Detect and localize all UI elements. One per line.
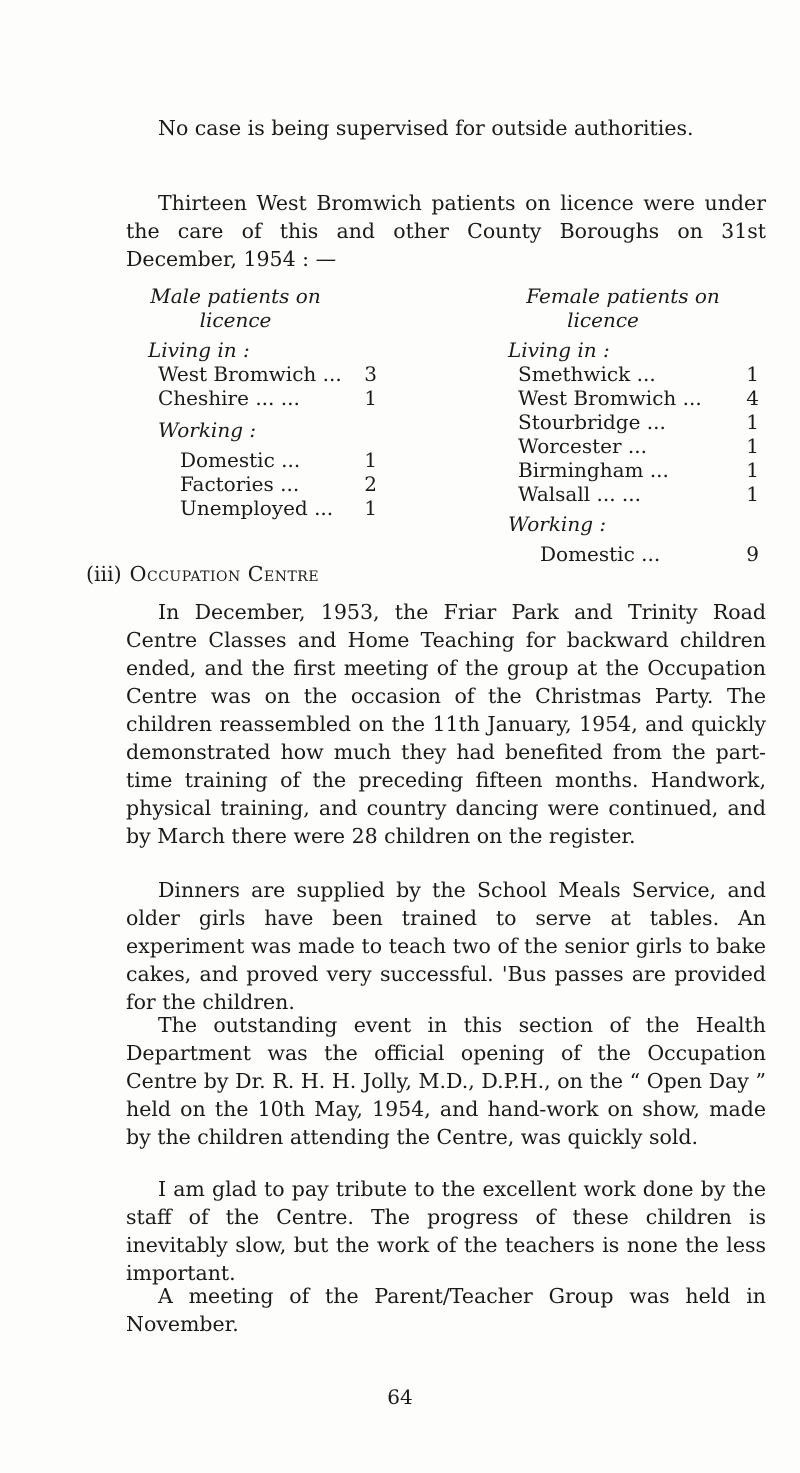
list-item xyxy=(158,362,378,386)
body-paragraph: In December, 1953, the Friar Park and Trinity Road Centre Classes and Home Teaching for backward children ended, and the first meeting of the group at the Occupation Centre was on the occasion of the Christmas Party. The children reassembled on the 11th January, 1954, and quickly demonstrated how much they had benefited from the part-time training of the preceding fifteen months. Handwork, physical training, and country dancing were continued, and by March there were 28 children on the register. xyxy=(126,600,766,848)
male-living-place: West Bromwich ... xyxy=(158,362,342,386)
male-living-list xyxy=(148,362,378,410)
list-item xyxy=(518,482,768,506)
male-working-list xyxy=(148,448,378,520)
female-living-place: Smethwick ... xyxy=(518,362,656,386)
female-living-place: Stourbridge ... xyxy=(518,410,666,434)
male-heading-line1: Male patients on xyxy=(150,284,321,308)
list-item xyxy=(518,386,768,410)
list-item xyxy=(518,362,768,386)
male-patients-column xyxy=(148,284,378,520)
female-living-place: Birmingham ... xyxy=(518,458,669,482)
male-working-count: 1 xyxy=(364,496,377,520)
list-item xyxy=(518,434,768,458)
body-paragraph: Dinners are supplied by the School Meals Service, and older girls have been trained to serve at tables. An experiment was made to teach two of the senior girls to bake cakes, and proved very successful. 'Bus passes are provided for the children. xyxy=(126,878,766,1014)
male-living-count: 3 xyxy=(364,362,377,386)
male-working-type: Unemployed ... xyxy=(180,496,334,520)
list-item xyxy=(180,496,378,520)
list-item xyxy=(180,448,378,472)
body-paragraph: The outstanding event in this section of the Health Department was the official opening of the Occupation Centre by Dr. R. H. H. Jolly, M.D., D.P.H., on the “ Open Day ” held on the 10th May, 1954, and hand-work on show, made by the children attending the Centre, was quickly sold. xyxy=(126,1013,766,1149)
female-living-place: Walsall ... ... xyxy=(518,482,641,506)
male-working-label: Working : xyxy=(158,418,257,442)
intro-paragraph-2: Thirteen West Bromwich patients on licence were under the care of this and other County Boroughs on 31st December, 1954 : — xyxy=(126,191,766,271)
female-working-type: Domestic ... xyxy=(540,542,661,566)
male-heading-line2: licence xyxy=(199,308,272,332)
female-living-place: West Bromwich ... xyxy=(518,386,702,410)
section-heading xyxy=(86,562,319,586)
female-living-count: 1 xyxy=(746,362,759,386)
male-living-place: Cheshire ... ... xyxy=(158,386,300,410)
male-working-count: 1 xyxy=(364,448,377,472)
list-item xyxy=(540,542,768,566)
list-item xyxy=(518,458,768,482)
male-working-type: Factories ... xyxy=(180,472,300,496)
female-heading-line1: Female patients on xyxy=(526,284,720,308)
list-item xyxy=(180,472,378,496)
female-living-count: 1 xyxy=(746,434,759,458)
female-working-count: 9 xyxy=(746,542,759,566)
female-living-label: Living in : xyxy=(508,338,610,362)
male-living-count: 1 xyxy=(364,386,377,410)
female-living-place: Worcester ... xyxy=(518,434,647,458)
female-living-count: 1 xyxy=(746,458,759,482)
page-number: 64 xyxy=(387,1385,413,1409)
section-title: Occupation Centre xyxy=(129,562,320,586)
male-working-type: Domestic ... xyxy=(180,448,301,472)
female-living-count: 1 xyxy=(746,410,759,434)
female-working-label: Working : xyxy=(508,512,607,536)
section-number: (iii) xyxy=(86,562,122,586)
female-heading-line2: licence xyxy=(567,308,639,332)
list-item xyxy=(518,410,768,434)
intro-paragraph-1: No case is being supervised for outside authorities. xyxy=(158,116,694,140)
female-working-list xyxy=(508,542,768,566)
male-living-label: Living in : xyxy=(148,338,250,362)
female-living-count: 1 xyxy=(746,482,759,506)
body-paragraph: A meeting of the Parent/Teacher Group was held in November. xyxy=(126,1284,766,1336)
male-working-count: 2 xyxy=(364,472,377,496)
female-living-count: 4 xyxy=(746,386,759,410)
list-item xyxy=(158,386,378,410)
body-paragraph: I am glad to pay tribute to the excellent work done by the staff of the Centre. The progress of these children is inevitably slow, but the work of the teachers is none the less important. xyxy=(126,1177,766,1285)
female-living-list xyxy=(508,362,768,506)
female-patients-column xyxy=(508,284,768,566)
